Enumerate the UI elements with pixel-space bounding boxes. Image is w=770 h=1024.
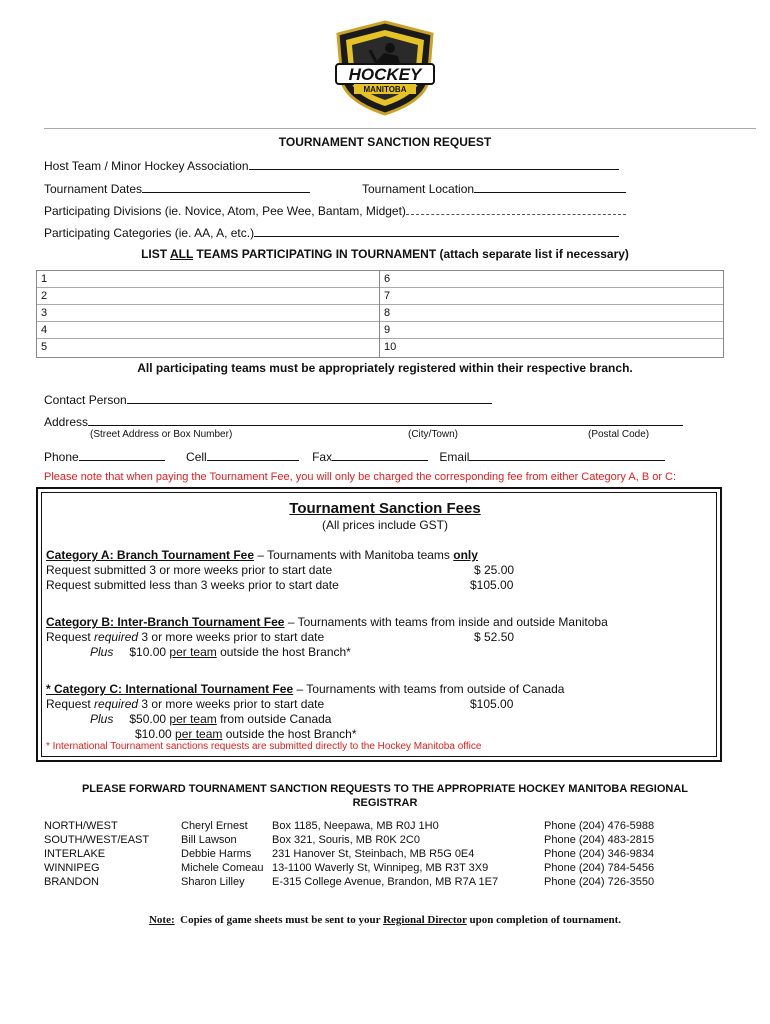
teams-table: [36, 270, 724, 358]
cat-b-plus-amount: $10.00: [129, 645, 170, 659]
cat-c-plus1-amount: $50.00: [129, 712, 170, 726]
categories-label: Participating Categories (ie. AA, A, etc.): [44, 226, 255, 240]
fax-label: Fax: [312, 450, 333, 464]
cat-a-line2: Request submitted less than 3 weeks prior to start date: [46, 578, 339, 592]
footer-note-mid: Copies of game sheets must be sent to your: [174, 914, 384, 926]
categories-row: [44, 224, 619, 240]
cat-b-line1-c: 3 or more weeks prior to start date: [138, 630, 325, 644]
cat-c-plus: Plus: [90, 712, 114, 726]
registrar-address: 231 Hanover St, Steinbach, MB R5G 0E4: [272, 848, 475, 860]
registrar-region: INTERLAKE: [44, 848, 106, 860]
registrar-region: BRANDON: [44, 876, 100, 888]
registrar-phone: Phone (204) 784-5456: [544, 862, 655, 874]
cat-c-heading-row: [46, 682, 564, 696]
cat-c-line1-c: 3 or more weeks prior to start date: [138, 697, 325, 711]
phone-label: Phone: [44, 450, 79, 464]
footer-note-emph: Regional Director: [383, 914, 467, 926]
registrar-address: E-315 College Avenue, Brandon, MB R7A 1E7: [272, 876, 499, 888]
team-cell-8[interactable]: 8: [380, 305, 723, 322]
team-cell-1[interactable]: 1: [37, 271, 379, 288]
tournament-location-row: [362, 180, 626, 196]
cat-c-price1: $105.00: [470, 697, 514, 711]
team-cell-4[interactable]: 4: [37, 322, 379, 339]
registrar-row: [44, 876, 724, 889]
list-teams-heading: [0, 247, 770, 261]
registrar-phone: Phone (204) 483-2815: [544, 834, 655, 846]
contact-row: [44, 391, 492, 407]
registrar-phone: Phone (204) 476-5988: [544, 820, 655, 832]
address-field[interactable]: [88, 413, 683, 426]
fees-title: Tournament Sanction Fees: [289, 500, 481, 517]
cat-a-heading: Category A: Branch Tournament Fee: [46, 548, 255, 562]
registered-note: All participating teams must be appropriately registered within their respective branch.: [137, 361, 633, 375]
registrar-name: Debbie Harms: [181, 848, 252, 860]
registrar-phone: Phone (204) 346-9834: [544, 848, 655, 860]
team-cell-10[interactable]: 10: [384, 341, 397, 353]
team-cell-9[interactable]: 9: [380, 322, 723, 339]
registrar-name: Michele Comeau: [181, 862, 264, 874]
registrar-region: WINNIPEG: [44, 862, 100, 874]
list-heading-prefix: LIST: [141, 247, 170, 261]
list-heading-suffix: TEAMS PARTICIPATING IN TOURNAMENT (attach separate list if necessary): [193, 247, 629, 261]
cat-b-plus-row: [90, 645, 351, 659]
cat-b-heading: Category B: Inter-Branch Tournament Fee: [46, 615, 285, 629]
team-cell-5[interactable]: 5: [41, 341, 48, 353]
registrar-row: [44, 820, 724, 833]
address-street-hint: (Street Address or Box Number): [90, 429, 233, 440]
cat-c-line1-b: required: [94, 697, 139, 711]
hockey-manitoba-logo: [332, 20, 438, 116]
email-field[interactable]: [469, 448, 665, 461]
cat-a-line1: Request submitted 3 or more weeks prior to start date: [46, 563, 333, 577]
phone-row: [44, 448, 665, 464]
tournament-dates-row: [44, 180, 310, 196]
footer-note-label: Note:: [148, 914, 175, 926]
footer-note: [0, 914, 770, 926]
fax-field[interactable]: [332, 448, 428, 461]
intl-note: * International Tournament sanctions requests are submitted directly to the Hockey Manitoba office: [46, 741, 482, 752]
cat-a-heading-row: [46, 548, 478, 562]
cat-b-plus-rest: outside the host Branch*: [216, 645, 351, 659]
registrar-address: Box 1185, Neepawa, MB R0J 1H0: [272, 820, 439, 832]
tournament-dates-field[interactable]: [142, 180, 310, 193]
host-team-row: [44, 157, 619, 173]
cat-c-plus1-emph: per team: [169, 712, 217, 726]
registrar-region: NORTH/WEST: [44, 820, 118, 832]
cat-b-line1: [46, 630, 324, 644]
email-label: Email: [439, 450, 470, 464]
cat-a-desc-emph: only: [453, 548, 478, 562]
registrar-row: [44, 862, 724, 875]
form-title: TOURNAMENT SANCTION REQUEST: [278, 135, 492, 149]
cat-c-plus1-rest: from outside Canada: [216, 712, 332, 726]
cat-b-heading-row: [46, 615, 608, 629]
tournament-dates-label: Tournament Dates: [44, 182, 143, 196]
host-team-field[interactable]: [249, 157, 619, 170]
divisions-row: [44, 203, 626, 218]
list-heading-emph: ALL: [169, 247, 194, 261]
registrar-address: 13-1100 Waverly St, Winnipeg, MB R3T 3X9: [272, 862, 489, 874]
cat-b-plus: Plus: [90, 645, 114, 659]
address-postal-hint: (Postal Code): [588, 429, 650, 440]
registrars-heading-1: PLEASE FORWARD TOURNAMENT SANCTION REQUESTS TO THE APPROPRIATE HOCKEY MANITOBA REGIONAL: [81, 783, 689, 795]
registrars-heading-2: REGISTRAR: [352, 797, 418, 809]
fee-payment-note: Please note that when paying the Tournament Fee, you will only be charged the corresponding fee from either Category A, B or C:: [44, 471, 677, 483]
address-label: Address: [44, 415, 89, 429]
cat-a-price2: $105.00: [470, 578, 514, 592]
cat-c-plus2-rest: outside the host Branch*: [222, 727, 357, 741]
registrar-region: SOUTH/WEST/EAST: [44, 834, 150, 846]
logo-subword: MANITOBA: [363, 85, 407, 94]
categories-field[interactable]: [254, 224, 619, 237]
header-divider: [44, 128, 756, 129]
cat-c-line1-a: Request: [46, 697, 95, 711]
cat-c-line1: [46, 697, 324, 711]
registrars-table: [44, 820, 724, 890]
registrar-row: [44, 834, 724, 847]
registrar-phone: Phone (204) 726-3550: [544, 876, 655, 888]
cat-b-price1: $ 52.50: [474, 630, 515, 644]
cat-c-plus2-emph: per team: [175, 727, 223, 741]
phone-field[interactable]: [79, 448, 165, 461]
divisions-label: Participating Divisions (ie. Novice, Atom, Pee Wee, Bantam, Midget): [44, 204, 406, 218]
cat-b-line1-b: required: [94, 630, 139, 644]
cat-c-plus2-amount: $10.00: [135, 727, 176, 741]
cat-c-desc: – Tournaments with teams from outside of Canada: [293, 682, 565, 696]
cat-b-plus-emph: per team: [169, 645, 217, 659]
tournament-location-label: Tournament Location: [362, 182, 475, 196]
cat-c-heading: * Category C: International Tournament Fee: [46, 682, 294, 696]
cat-a-price1: $ 25.00: [474, 563, 515, 577]
cat-c-plus-row2: [135, 727, 357, 741]
cell-field[interactable]: [207, 448, 299, 461]
cell-label: Cell: [186, 450, 207, 464]
registrar-name: Bill Lawson: [181, 834, 237, 846]
registrar-row: [44, 848, 724, 861]
registrar-name: Cheryl Ernest: [181, 820, 248, 832]
team-cell-3[interactable]: 3: [37, 305, 379, 322]
registrar-address: Box 321, Souris, MB R0K 2C0: [272, 834, 420, 846]
logo-wordmark: HOCKEY: [348, 65, 422, 84]
cat-a-desc: – Tournaments with Manitoba teams: [254, 548, 454, 562]
cat-c-plus-row1: [90, 712, 331, 726]
tournament-location-field[interactable]: [474, 180, 626, 193]
cat-b-line1-a: Request: [46, 630, 95, 644]
host-team-label: Host Team / Minor Hockey Association: [44, 159, 249, 173]
team-cell-6[interactable]: 6: [380, 271, 723, 288]
divisions-field[interactable]: [406, 203, 626, 215]
address-city-hint: (City/Town): [408, 429, 459, 440]
footer-note-end: upon completion of tournament.: [466, 914, 622, 926]
team-cell-7[interactable]: 7: [380, 288, 723, 305]
cat-b-desc: – Tournaments with teams from inside and outside Manitoba: [284, 615, 608, 629]
fees-subtitle: (All prices include GST): [321, 518, 449, 532]
address-row: [44, 413, 683, 429]
contact-label: Contact Person: [44, 393, 127, 407]
contact-field[interactable]: [127, 391, 492, 404]
shield-logo-icon: [332, 20, 438, 116]
team-cell-2[interactable]: 2: [37, 288, 379, 305]
registrar-name: Sharon Lilley: [181, 876, 245, 888]
